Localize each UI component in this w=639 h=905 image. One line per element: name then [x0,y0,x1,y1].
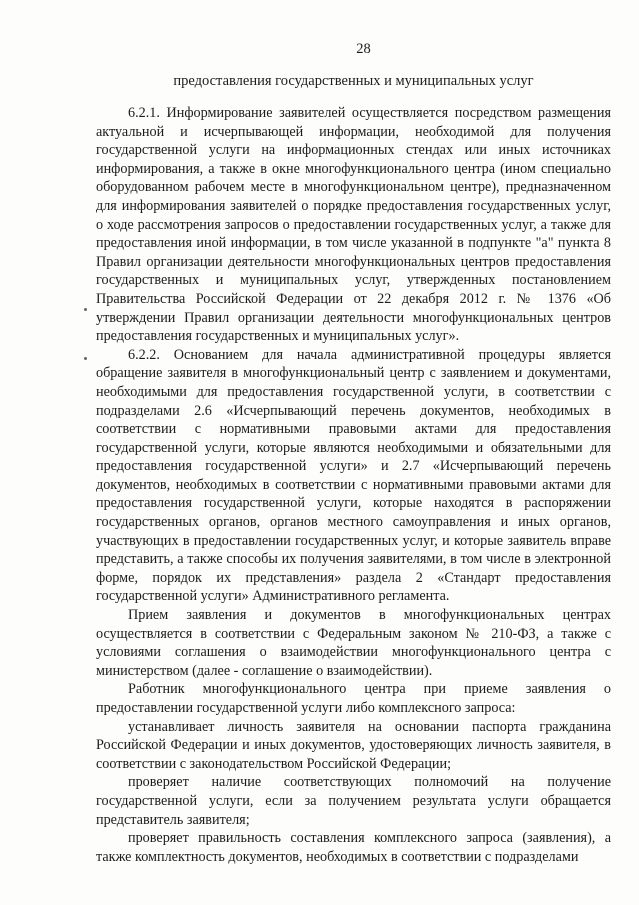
page-number: 28 [356,41,371,57]
scan-speck [84,357,87,360]
paragraph-worker-duties: Работник многофункционального центра при приеме заявления о предоставлении государственной услуги либо комплексного запроса: [96,681,611,716]
paragraph-6-2-1: 6.2.1. Информирование заявителей осуществляется посредством размещения актуальной и исчерпывающей информации, необходимой для получения государственной услуги на информационных стендах или иных источниках информирования, а также в окне многофункционального центра (ином специально оборудованном рабочем месте в многофункциональном центре), предназначенном для информирования заявителей о порядке предоставления государственных услуг, о ходе рассмотрения запросов о предоставлении государственных услуг, а также для предоставления иной информации, в том числе указанной в подпункте "а" пункта 8 Правил организации деятельности многофункциональных центров предоставления государственных и муниципальных услуг, утвержденных постановлением Правительства Российской Федерации от 22 декабря 2012 г. № 1376 «Об утверждении Правил организации деятельности многофункциональных центров предоставления государственных и муниципальных услуг». [96,105,611,345]
paragraph-6-2-2: 6.2.2. Основанием для начала административной процедуры является обращение заявителя в многофункциональный центр с заявлением и документами, необходимыми для предоставления государственной услуги, в соответствии с подразделами 2.6 «Исчерпывающий перечень документов, необходимых в соответствии с нормативными правовыми актами для предоставления государственной услуги, которые являются необходимыми и обязательными для предоставления государственной услуги» и 2.7 «Исчерпывающий перечень документов, необходимых в соответствии с нормативными правовыми актами для предоставления государственной услуги, которые находятся в распоряжении государственных органов, органов местного самоуправления и иных органов, участвующих в предоставлении государственных услуг, и которые заявитель вправе представить, а также способы их получения заявителями, в том числе в электронной форме, порядок их представления» раздела 2 «Стандарт предоставления государственной услуги» Административного регламента. [96,346,611,605]
paragraph-completeness: проверяет правильность составления комплексного запроса (заявления), а также комплектность документов, необходимых в соответствии с подразделами [96,830,611,865]
paragraph-identity: устанавливает личность заявителя на основании паспорта гражданина Российской Федерации и иных документов, удостоверяющих личность заявителя, в соответствии с законодательством Российской Федерации; [96,718,611,772]
scan-speck [84,308,87,311]
running-header: предоставления государственных и муниципальных услуг [173,73,534,89]
paragraph-authority: проверяет наличие соответствующих полномочий на получение государственной услуги, если за получением результата услуги обращается представитель заявителя; [96,774,611,828]
paragraph-reception: Прием заявления и документов в многофункциональных центрах осуществляется в соответствии с Федеральным законом № 210-ФЗ, а также с условиями соглашения о взаимодействии многофункционального центра с министерством (далее - соглашение о взаимодействии). [96,607,611,679]
